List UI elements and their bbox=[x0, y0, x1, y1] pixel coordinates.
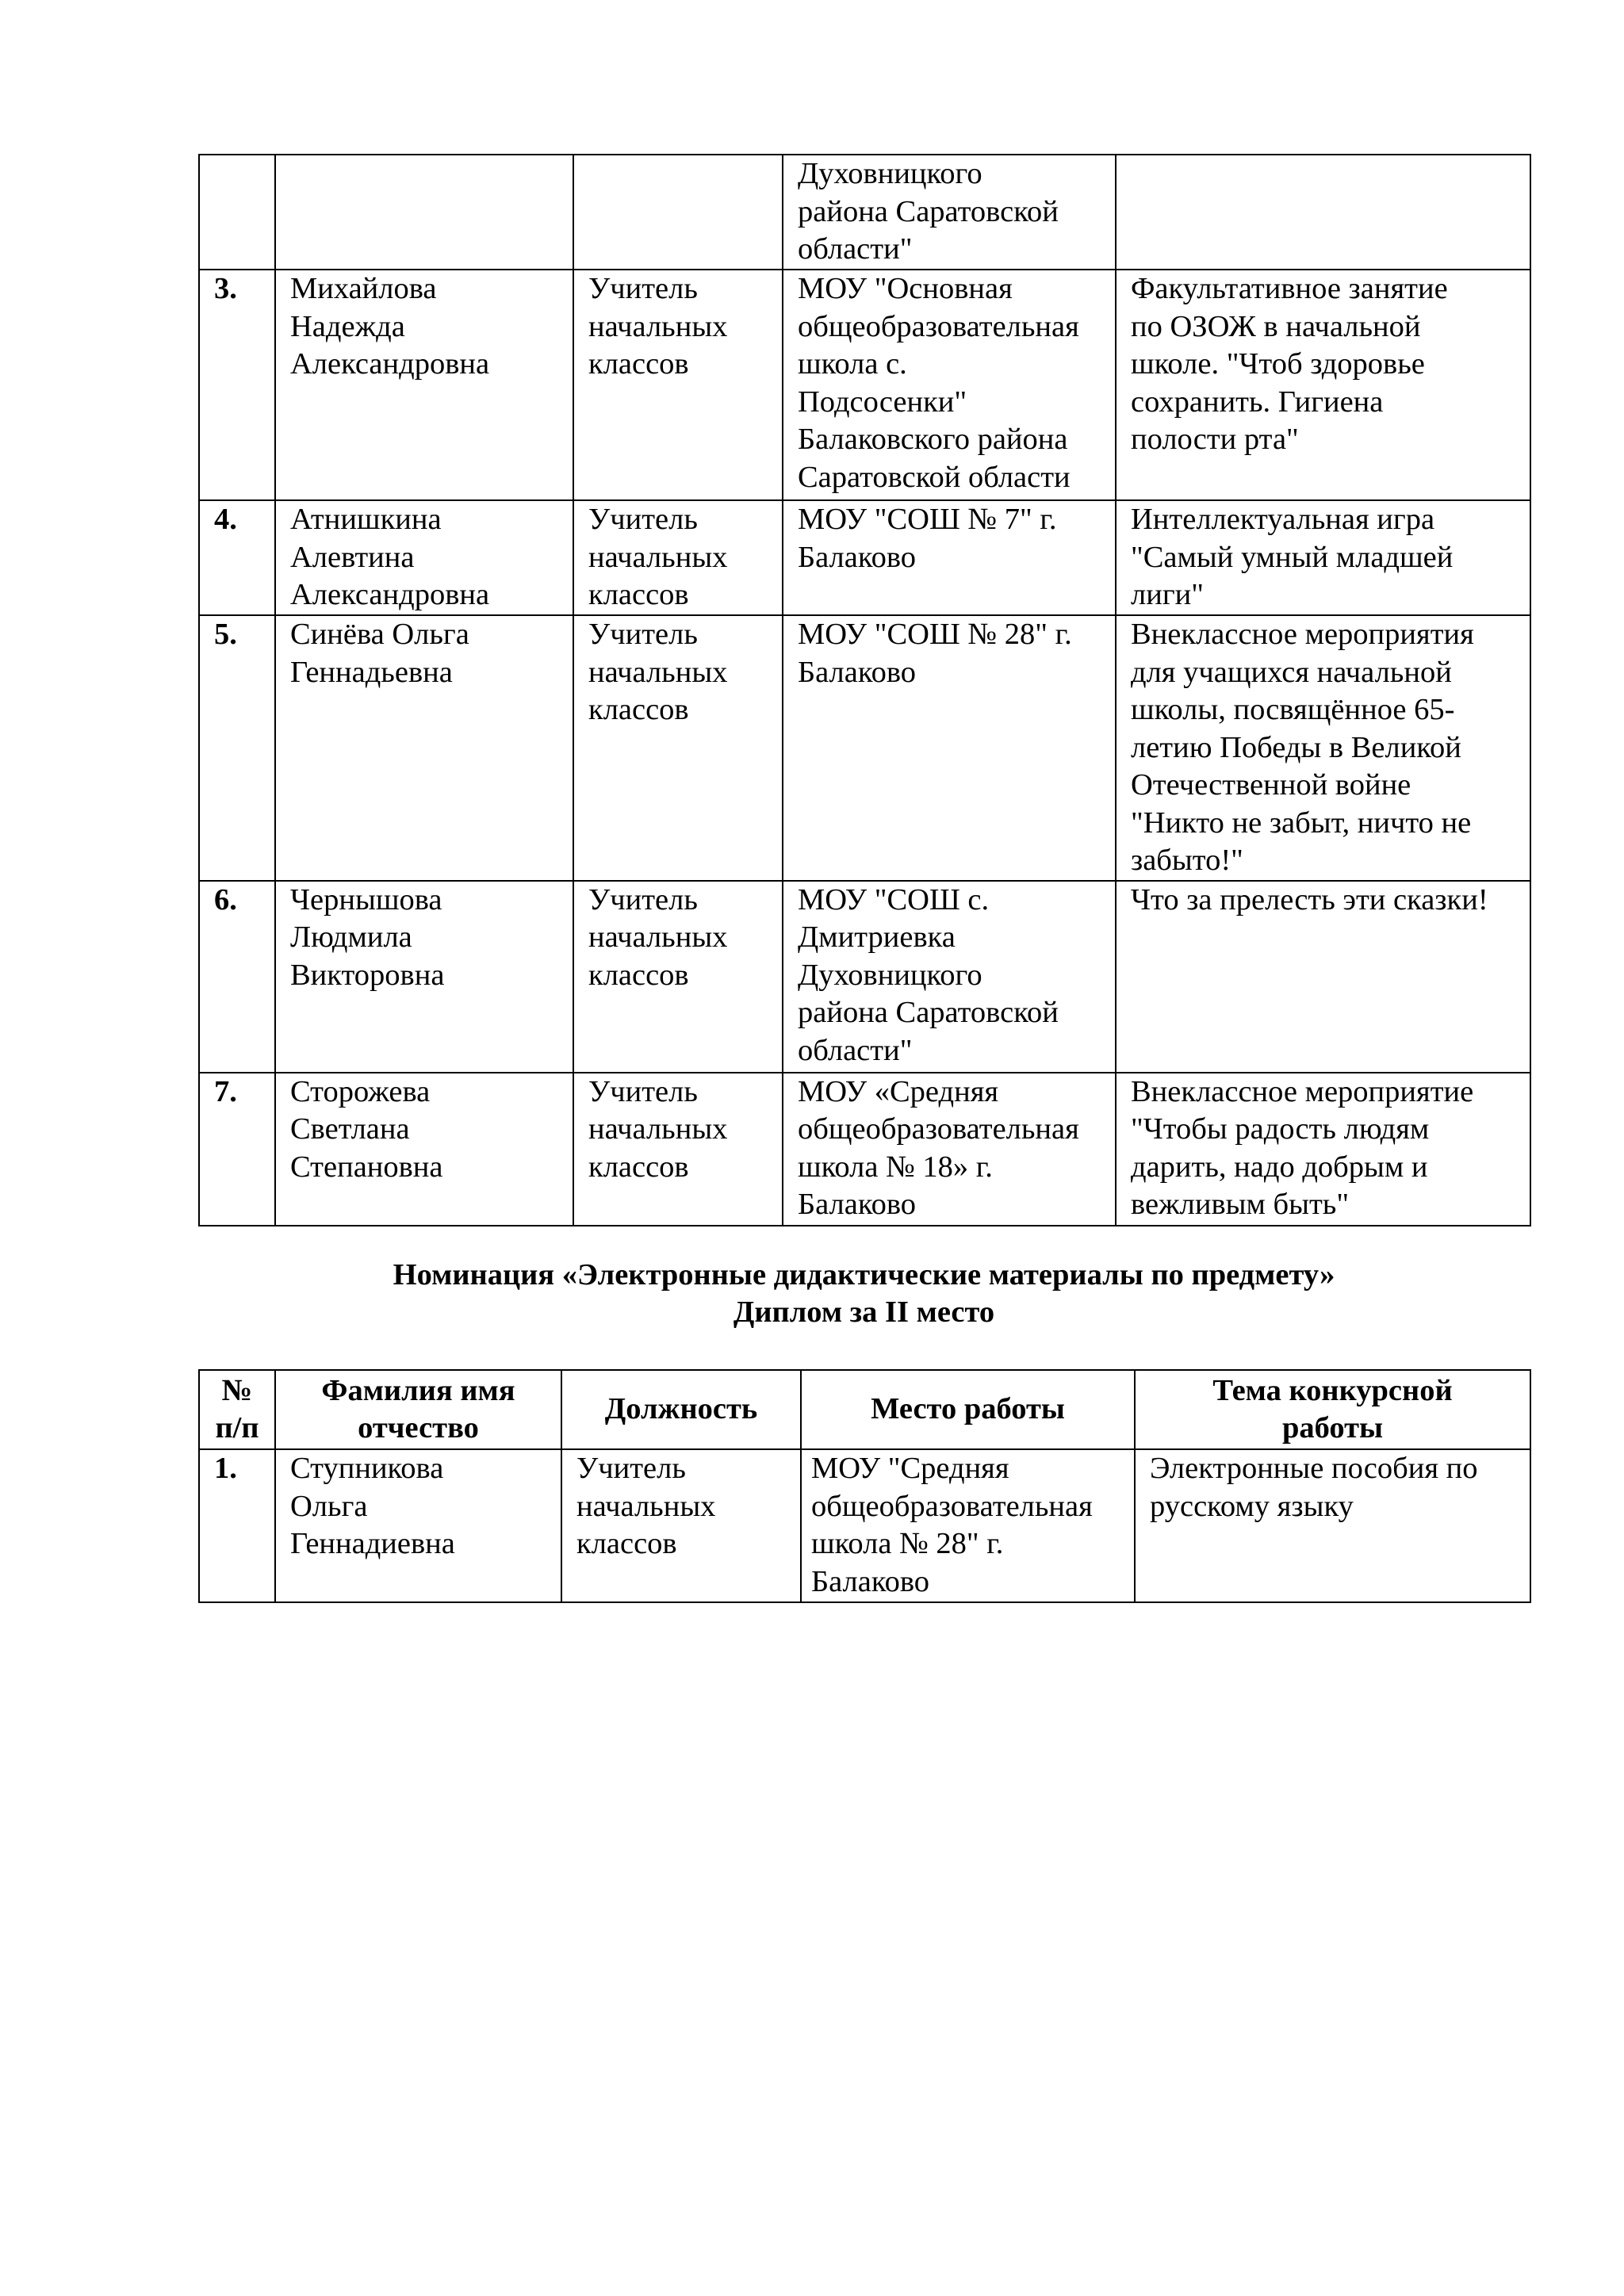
topic-cell: Что за прелесть эти сказки! bbox=[1116, 881, 1530, 1073]
position-cell: Учитель начальных классов bbox=[573, 270, 783, 500]
table-header-row bbox=[199, 1370, 1530, 1449]
topic-cell: Интеллектуальная игра "Самый умный младшей лиги" bbox=[1116, 500, 1530, 615]
row-number-cell: 6. bbox=[199, 881, 275, 1073]
row-number-cell bbox=[199, 155, 275, 270]
workplace-cell: МОУ "СОШ № 7" г. Балаково bbox=[783, 500, 1116, 615]
header-workplace: Место работы bbox=[801, 1370, 1135, 1449]
nomination-title: Номинация «Электронные дидактические материалы по предмету» bbox=[393, 1258, 1335, 1292]
name-cell: Чернышова Людмила Викторовна bbox=[275, 881, 573, 1073]
workplace-cell: МОУ "Основная общеобразовательная школа с. Подсосенки" Балаковского района Саратовской области bbox=[783, 270, 1116, 500]
table-row bbox=[199, 155, 1530, 270]
name-cell: Ступникова Ольга Геннадиевна bbox=[275, 1449, 561, 1602]
table-row bbox=[199, 615, 1530, 881]
workplace-cell: МОУ "Средняя общеобразовательная школа № 28" г. Балаково bbox=[801, 1449, 1135, 1602]
table-row bbox=[199, 270, 1530, 500]
header-number: № п/п bbox=[199, 1370, 275, 1449]
name-cell bbox=[275, 155, 573, 270]
position-cell: Учитель начальных классов bbox=[573, 881, 783, 1073]
workplace-cell: МОУ "СОШ № 28" г. Балаково bbox=[783, 615, 1116, 881]
topic-cell: Электронные пособия по русскому языку bbox=[1135, 1449, 1530, 1602]
table-row bbox=[199, 500, 1530, 615]
topic-cell bbox=[1116, 155, 1530, 270]
row-number-cell: 3. bbox=[199, 270, 275, 500]
position-cell: Учитель начальных классов bbox=[573, 615, 783, 881]
table-row bbox=[199, 1073, 1530, 1226]
name-cell: Сторожева Светлана Степановна bbox=[275, 1073, 573, 1226]
topic-cell: Внеклассное мероприятия для учащихся начальной школы, посвящённое 65- летию Победы в Великой Отечественной войне "Никто не забыт, ничто не забыто!" bbox=[1116, 615, 1530, 881]
topic-cell: Внеклассное мероприятие "Чтобы радость людям дарить, надо добрым и вежливым быть" bbox=[1116, 1073, 1530, 1226]
topic-cell: Факультативное занятие по ОЗОЖ в начальной школе. "Чтоб здоровье сохранить. Гигиена полости рта" bbox=[1116, 270, 1530, 500]
name-cell: Синёва Ольга Геннадьевна bbox=[275, 615, 573, 881]
table-row bbox=[199, 881, 1530, 1073]
row-number-cell: 4. bbox=[199, 500, 275, 615]
workplace-cell: Духовницкого района Саратовской области" bbox=[783, 155, 1116, 270]
winners-table bbox=[198, 1369, 1531, 1603]
header-position: Должность bbox=[561, 1370, 801, 1449]
participants-table-continued bbox=[198, 154, 1531, 1226]
position-cell bbox=[573, 155, 783, 270]
position-cell: Учитель начальных классов bbox=[573, 500, 783, 615]
position-cell: Учитель начальных классов bbox=[561, 1449, 801, 1602]
header-name: Фамилия имя отчество bbox=[275, 1370, 561, 1449]
award-title: Диплом за II место bbox=[733, 1295, 995, 1329]
row-number-cell: 7. bbox=[199, 1073, 275, 1226]
name-cell: Михайлова Надежда Александровна bbox=[275, 270, 573, 500]
header-topic: Тема конкурсной работы bbox=[1135, 1370, 1530, 1449]
workplace-cell: МОУ «Средняя общеобразовательная школа № 18» г. Балаково bbox=[783, 1073, 1116, 1226]
row-number-cell: 5. bbox=[199, 615, 275, 881]
name-cell: Атнишкина Алевтина Александровна bbox=[275, 500, 573, 615]
row-number-cell: 1. bbox=[199, 1449, 275, 1602]
position-cell: Учитель начальных классов bbox=[573, 1073, 783, 1226]
table-row bbox=[199, 1449, 1530, 1602]
workplace-cell: МОУ "СОШ с. Дмитриевка Духовницкого района Саратовской области" bbox=[783, 881, 1116, 1073]
